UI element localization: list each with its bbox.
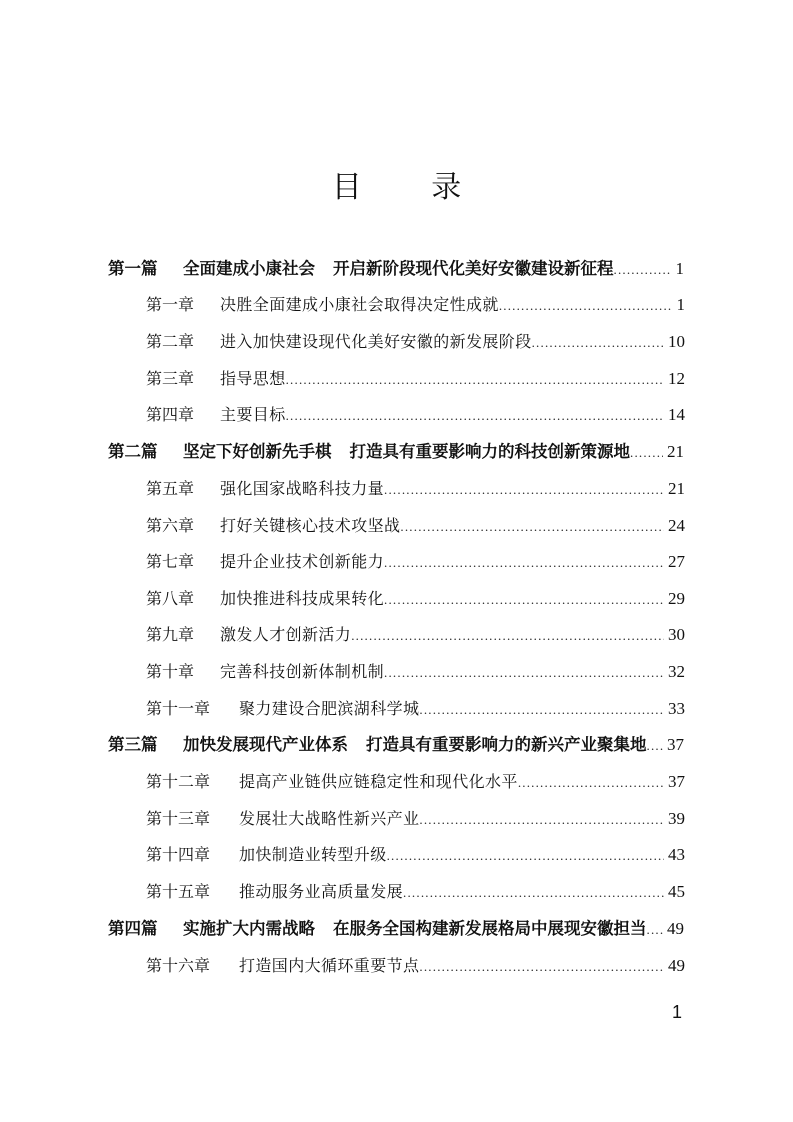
toc-chapter-entry[interactable]	[146, 361, 685, 397]
dot-leader	[384, 582, 664, 618]
dot-leader	[647, 912, 664, 948]
toc-part-entry[interactable]	[108, 251, 684, 287]
page-number-footer: 1	[672, 1002, 683, 1022]
page-number: 39	[668, 809, 685, 828]
chapter-number: 第七章	[146, 552, 195, 571]
page-number: 49	[667, 919, 684, 938]
chapter-number: 第十二章	[146, 772, 211, 791]
toc-chapter-entry[interactable]	[146, 948, 685, 984]
dot-leader	[403, 875, 664, 911]
page-number: 30	[668, 625, 685, 644]
part-title: 坚定下好创新先手棋 打造具有重要影响力的科技创新策源地	[183, 442, 630, 461]
part-number: 第四篇	[108, 919, 158, 938]
chapter-title: 激发人才创新活力	[220, 625, 352, 644]
dot-leader	[532, 325, 664, 361]
chapter-title: 聚力建设合肥滨湖科学城	[239, 699, 420, 718]
toc-chapter-entry[interactable]	[146, 324, 685, 360]
dot-leader	[419, 692, 664, 728]
page-number: 29	[668, 589, 685, 608]
chapter-number: 第十五章	[146, 882, 211, 901]
dot-leader	[419, 949, 664, 985]
chapter-title: 提高产业链供应链稳定性和现代化水平	[239, 772, 518, 791]
toc-chapter-entry[interactable]	[146, 508, 685, 544]
chapter-title: 推动服务业高质量发展	[239, 882, 404, 901]
chapter-title: 打好关键核心技术攻坚战	[220, 516, 401, 535]
chapter-title: 提升企业技术创新能力	[220, 552, 385, 571]
page-number: 14	[668, 405, 685, 424]
chapter-number: 第八章	[146, 589, 195, 608]
page-number: 37	[667, 735, 684, 754]
page-number: 1	[676, 295, 685, 314]
toc-part-entry[interactable]	[108, 911, 684, 947]
chapter-number: 第十章	[146, 662, 195, 681]
toc-chapter-entry[interactable]	[146, 801, 685, 837]
chapter-number: 第四章	[146, 405, 195, 424]
toc-chapter-entry[interactable]	[146, 471, 685, 507]
part-number: 第一篇	[108, 259, 158, 278]
chapter-title: 进入加快建设现代化美好安徽的新发展阶段	[220, 332, 532, 351]
toc-chapter-entry[interactable]	[146, 837, 685, 873]
chapter-number: 第二章	[146, 332, 195, 351]
toc-chapter-entry[interactable]	[146, 764, 685, 800]
toc-chapter-entry[interactable]	[146, 581, 685, 617]
part-number: 第三篇	[108, 735, 158, 754]
toc-chapter-entry[interactable]	[146, 397, 685, 433]
chapter-number: 第一章	[146, 295, 195, 314]
chapter-number: 第十一章	[146, 699, 211, 718]
dot-leader	[384, 655, 664, 691]
chapter-title: 主要目标	[220, 405, 286, 424]
chapter-title: 发展壮大战略性新兴产业	[239, 809, 420, 828]
toc-chapter-entry[interactable]	[146, 654, 685, 690]
page-number: 24	[668, 516, 685, 535]
dot-leader	[499, 288, 673, 324]
dot-leader	[384, 545, 664, 581]
page-number: 43	[668, 845, 685, 864]
page-number: 37	[668, 772, 685, 791]
page-number: 32	[668, 662, 685, 681]
part-number: 第二篇	[108, 442, 158, 461]
part-title: 全面建成小康社会 开启新阶段现代化美好安徽建设新征程	[183, 259, 614, 278]
chapter-number: 第九章	[146, 625, 195, 644]
chapter-title: 加快推进科技成果转化	[220, 589, 385, 608]
part-title: 实施扩大内需战略 在服务全国构建新发展格局中展现安徽担当	[183, 919, 647, 938]
page-number: 45	[668, 882, 685, 901]
toc-chapter-entry[interactable]	[146, 691, 685, 727]
page-title: 目 录	[331, 170, 492, 205]
chapter-number: 第十六章	[146, 956, 211, 975]
toc-chapter-entry[interactable]	[146, 287, 685, 323]
page-number: 27	[668, 552, 685, 571]
chapter-number: 第十四章	[146, 845, 211, 864]
dot-leader	[387, 838, 664, 874]
chapter-number: 第五章	[146, 479, 195, 498]
toc-part-entry[interactable]	[108, 727, 684, 763]
dot-leader	[419, 802, 664, 838]
part-title: 加快发展现代产业体系 打造具有重要影响力的新兴产业聚集地	[183, 735, 647, 754]
dot-leader	[400, 509, 664, 545]
dot-leader	[384, 472, 664, 508]
page-number: 49	[668, 956, 685, 975]
toc-chapter-entry[interactable]	[146, 617, 685, 653]
dot-leader	[286, 398, 664, 434]
dot-leader	[351, 618, 664, 654]
page-number: 1	[675, 259, 684, 278]
dot-leader	[630, 435, 663, 471]
chapter-number: 第三章	[146, 369, 195, 388]
dot-leader	[286, 362, 664, 398]
toc-chapter-entry[interactable]	[146, 874, 685, 910]
dot-leader	[647, 728, 664, 764]
chapter-number: 第十三章	[146, 809, 211, 828]
page-number: 21	[667, 442, 684, 461]
toc-part-entry[interactable]	[108, 434, 684, 470]
dot-leader	[614, 252, 672, 288]
chapter-title: 决胜全面建成小康社会取得决定性成就	[220, 295, 499, 314]
chapter-title: 强化国家战略科技力量	[220, 479, 385, 498]
toc-chapter-entry[interactable]	[146, 544, 685, 580]
dot-leader	[518, 765, 664, 801]
page-number: 21	[668, 479, 685, 498]
chapter-title: 指导思想	[220, 369, 286, 388]
chapter-title: 完善科技创新体制机制	[220, 662, 385, 681]
page-number: 12	[668, 369, 685, 388]
page-number: 33	[668, 699, 685, 718]
page-number: 10	[668, 332, 685, 351]
chapter-title: 加快制造业转型升级	[239, 845, 387, 864]
chapter-number: 第六章	[146, 516, 195, 535]
chapter-title: 打造国内大循环重要节点	[239, 956, 420, 975]
